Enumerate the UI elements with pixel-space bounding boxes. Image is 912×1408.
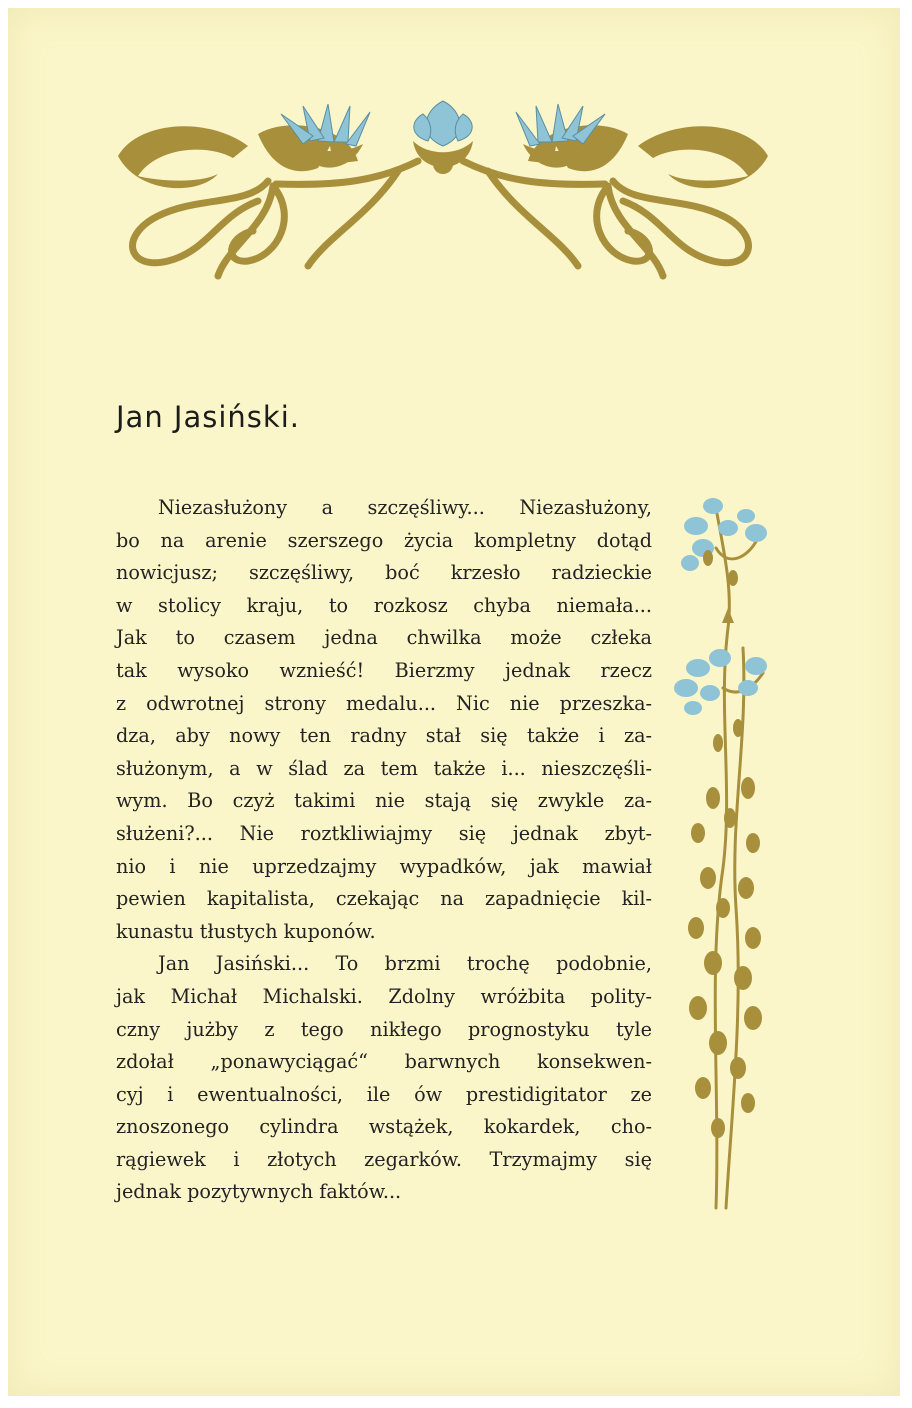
text-line: z odwrotnej strony medalu... Nic nie przeszka- — [116, 691, 652, 715]
text-line: Niezasłużony a szczęśliwy... Niezasłużony, — [158, 496, 652, 519]
text-line: zdołał „ponawyciągać“ barwnych konsekwen- — [116, 1050, 652, 1074]
text-line: czny jużby z tego nikłego prognostyku tyle — [116, 1017, 652, 1041]
book-page — [8, 8, 900, 1396]
text-line: Jan Jasiński... To brzmi trochę podobnie, — [158, 952, 652, 976]
water-lily-ornament-icon — [98, 86, 788, 296]
text-line: rągiewek i złotych zegarków. Trzymajmy się — [116, 1147, 652, 1171]
text-line: nio i nie uprzedzajmy wypadków, jak mawiał — [116, 854, 652, 878]
text-line: tak wysoko wznieść! Bierzmy jednak rzecz — [116, 658, 652, 682]
page-title: Jan Jasiński. — [116, 400, 300, 434]
flowering-vine-icon — [668, 488, 778, 1248]
text-line: służonym, a w ślad za tem także i... nieszczęśli- — [116, 756, 652, 780]
text-line: w stolicy kraju, to rozkosz chyba niemała... — [116, 593, 652, 617]
text-line: znoszonego cylindra wstążek, kokardek, cho- — [116, 1115, 652, 1139]
text-line: wym. Bo czyż takimi nie stają się zwykle za- — [116, 789, 652, 813]
text-line: bo na arenie szerszego życia kompletny dotąd — [116, 528, 652, 552]
text-line: dza, aby nowy ten radny stał się także i za- — [116, 724, 652, 748]
text-line: jak Michał Michalski. Zdolny wróżbita polity- — [116, 984, 652, 1008]
text-line: kunastu tłustych kuponów. — [116, 919, 376, 943]
text-line: cyj i ewentualności, ile ów prestidigitator ze — [116, 1082, 652, 1106]
text-line: służeni?... Nie roztkliwiajmy się jednak zbyt- — [116, 821, 652, 845]
text-line: pewien kapitalista, czekając na zapadnięcie kil- — [116, 887, 652, 911]
text-line: nowicjusz; szczęśliwy, boć krzesło radzieckie — [116, 561, 652, 585]
text-line: jednak pozytywnych faktów... — [116, 1180, 402, 1204]
body-text — [116, 492, 652, 1209]
text-line: Jak to czasem jedna chwilka może człeka — [116, 626, 652, 650]
